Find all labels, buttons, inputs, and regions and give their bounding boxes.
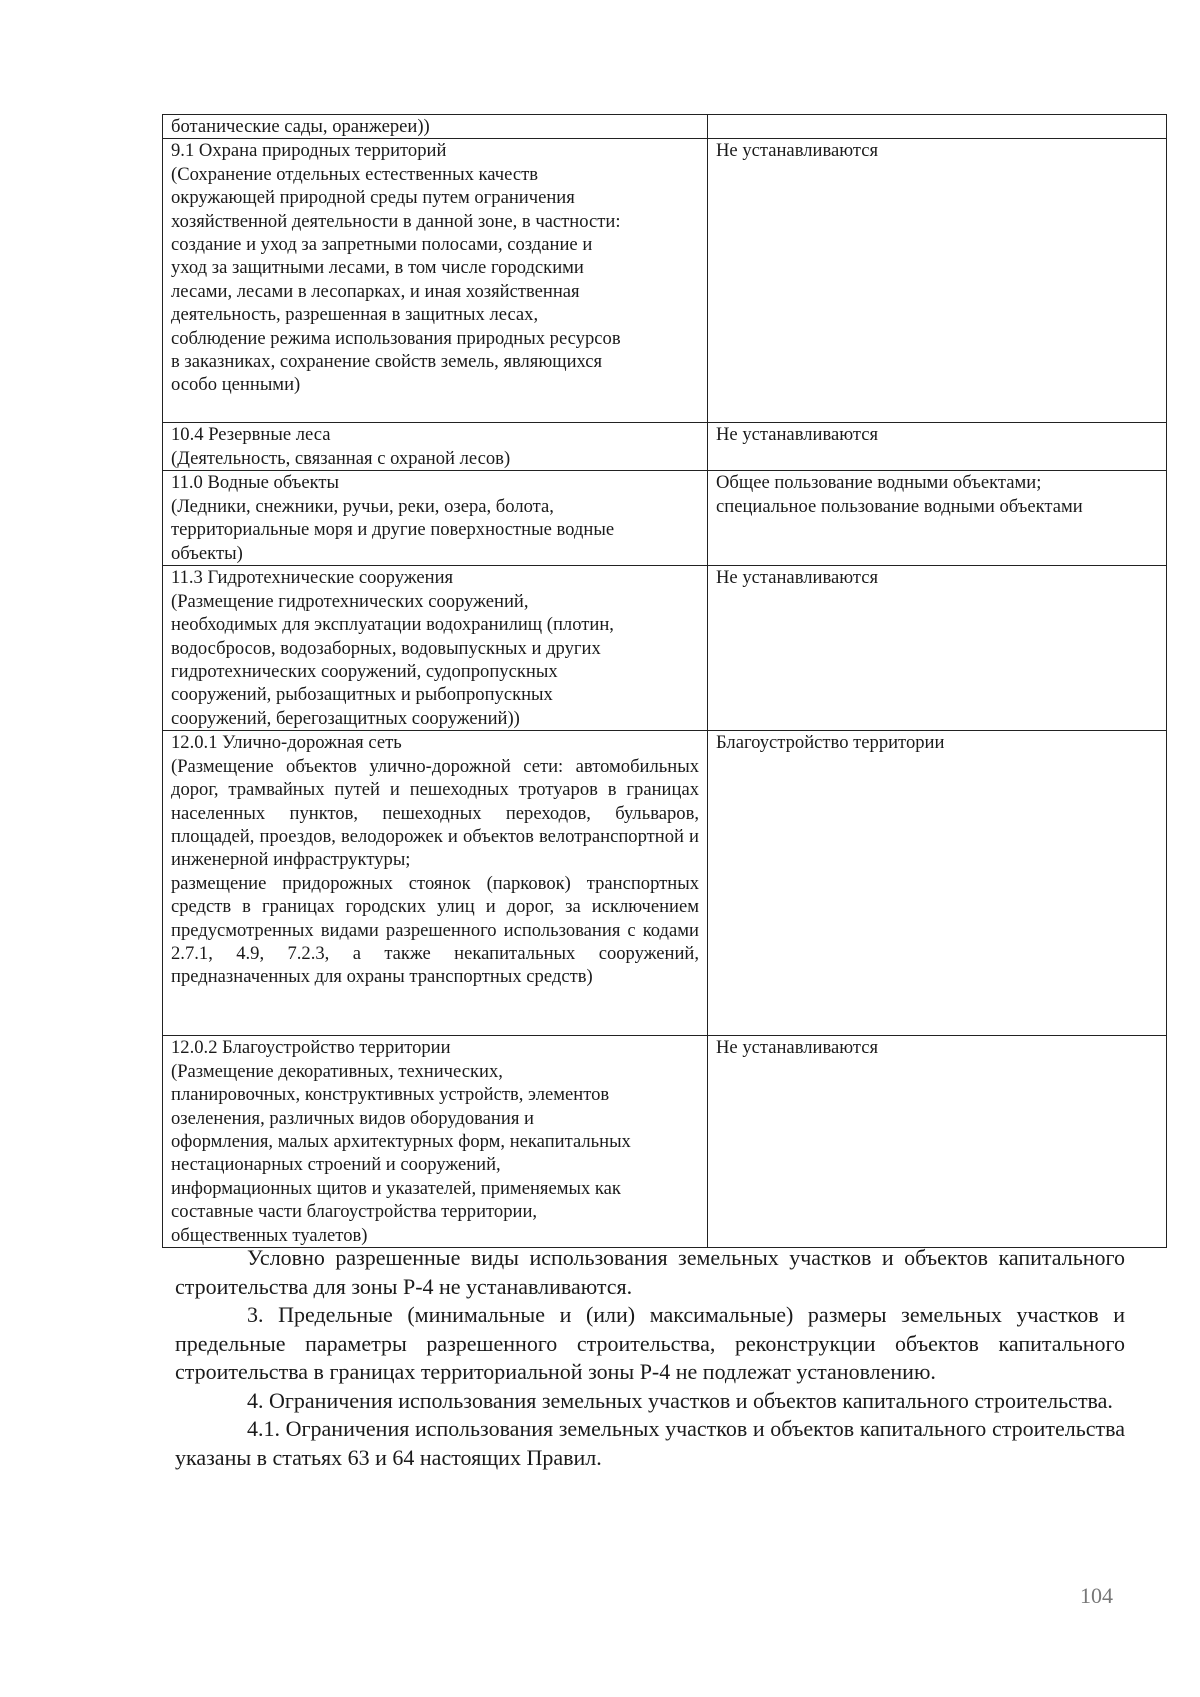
paragraph: 4.1. Ограничения использования земельных участков и объектов капитального строительства указаны в статьях 63 и 64 настоящих Правил.	[175, 1416, 1125, 1470]
cell-text-line: гидротехнических сооружений, судопропускных	[171, 661, 558, 683]
table-cell-use	[163, 115, 708, 139]
table-cell-use	[163, 423, 708, 471]
cell-text-line: специальное пользование водными объектами	[716, 495, 1083, 517]
land-use-table	[162, 114, 1167, 1248]
cell-text-line: (Ледники, снежники, ручьи, реки, озера, болота,	[171, 495, 554, 517]
cell-text-line: окружающей природной среды путем ограничения	[171, 187, 575, 209]
cell-text-line: хозяйственной деятельности в данной зоне, в частности:	[171, 210, 621, 232]
cell-text-line: сооружений, рыбозащитных и рыбопропускных	[171, 684, 553, 706]
cell-text-line: лесами, лесами в лесопарках, и иная хозяйственная	[171, 280, 580, 302]
cell-text-line: уход за защитными лесами, в том числе городскими	[171, 257, 584, 279]
cell-text-line: создание и уход за запретными полосами, создание и	[171, 234, 593, 256]
cell-paragraph: (Размещение объектов улично-дорожной сети: автомобильных дорог, трамвайных путей и пешеходных тротуаров в границах населенных пунктов, пешеходных переходов, бульваров, площадей, проездов, велодорожек и объектов велотранспортной и инженерной инфраструктуры;	[171, 755, 699, 871]
table-row	[163, 566, 1167, 731]
cell-text-line: необходимых для эксплуатации водохранилищ (плотин,	[171, 614, 614, 636]
cell-text-line: 11.0 Водные объекты	[171, 472, 340, 494]
cell-text-line: водосбросов, водозаборных, водовыпускных и других	[171, 637, 601, 659]
table-row	[163, 423, 1167, 471]
cell-text-line: Не устанавливаются	[716, 567, 879, 589]
cell-text-line: объекты)	[171, 542, 243, 564]
cell-text-line: Благоустройство территории	[716, 732, 945, 754]
table-cell-param	[708, 1036, 1167, 1248]
page-number: 104	[1080, 1583, 1113, 1608]
table-cell-use	[163, 566, 708, 731]
cell-text-line: деятельность, разрешенная в защитных лесах,	[171, 304, 539, 326]
cell-text-line: общественных туалетов)	[171, 1224, 368, 1246]
cell-text-line: (Деятельность, связанная с охраной лесов)	[171, 447, 511, 469]
table-cell-param	[708, 423, 1167, 471]
cell-text-line: Не устанавливаются	[716, 424, 879, 446]
cell-text-line: (Размещение гидротехнических сооружений,	[171, 590, 529, 612]
table-cell-use	[163, 139, 708, 423]
table-cell-use	[163, 471, 708, 566]
table-cell-param	[708, 139, 1167, 423]
cell-text-line: сооружений, берегозащитных сооружений))	[171, 707, 520, 729]
cell-text-line: особо ценными)	[171, 374, 301, 396]
paragraph: Условно разрешенные виды использования земельных участков и объектов капитального строительства для зоны Р-4 не устанавливаются.	[175, 1245, 1125, 1299]
cell-text-line: планировочных, конструктивных устройств, элементов	[171, 1084, 610, 1106]
cell-text-line: (Размещение декоративных, технических,	[171, 1060, 503, 1082]
table-cell-use	[163, 731, 708, 1036]
table-row	[163, 115, 1167, 139]
cell-text-line: Не устанавливаются	[716, 1037, 879, 1059]
cell-text-line: нестационарных строений и сооружений,	[171, 1154, 501, 1176]
cell-text-line: озеленения, различных видов оборудования и	[171, 1107, 534, 1129]
paragraph: 3. Предельные (минимальные и (или) максимальные) размеры земельных участков и предельные параметры разрешенного строительства, реконструкции объектов капитального строительства в границах территориальной зоны Р-4 не подлежат установлению.	[175, 1302, 1125, 1384]
cell-text-line: территориальные моря и другие поверхностные водные	[171, 519, 615, 541]
cell-text-line: 12.0.2 Благоустройство территории	[171, 1037, 451, 1059]
table-row	[163, 471, 1167, 566]
table-cell-param	[708, 471, 1167, 566]
cell-paragraph: размещение придорожных стоянок (парковок) транспортных средств в границах городских улиц и дорог, за исключением предусмотренных видами разрешенного использования с кодами 2.7.1, 4.9, 7.2.3, а также некапитальных сооружений, предназначенных для охраны транспортных средств)	[171, 872, 699, 988]
cell-text-line: (Сохранение отдельных естественных качеств	[171, 163, 539, 185]
cell-text-line: соблюдение режима использования природных ресурсов	[171, 327, 621, 349]
table-row	[163, 1036, 1167, 1248]
cell-title: 12.0.1 Улично-дорожная сеть	[171, 732, 402, 754]
cell-text-line: Общее пользование водными объектами;	[716, 472, 1042, 494]
table-row	[163, 139, 1167, 423]
table-cell-use	[163, 1036, 708, 1248]
paragraph: 4. Ограничения использования земельных участков и объектов капитального строительства.	[247, 1387, 1113, 1413]
table-row	[163, 731, 1167, 1036]
cell-text-line: 10.4 Резервные леса	[171, 424, 331, 446]
cell-text-line: информационных щитов и указателей, применяемых как	[171, 1177, 621, 1199]
table-cell-param	[708, 566, 1167, 731]
cell-text-line: Не устанавливаются	[716, 140, 879, 162]
table-cell-param	[708, 731, 1167, 1036]
cell-text-line: оформления, малых архитектурных форм, некапитальных	[171, 1131, 631, 1153]
cell-text-line: 9.1 Охрана природных территорий	[171, 140, 447, 162]
cell-text-line: составные части благоустройства территории,	[171, 1201, 538, 1223]
cell-text-line: в заказниках, сохранение свойств земель, являющихся	[171, 351, 603, 373]
cell-text-line: ботанические сады, оранжереи))	[171, 116, 430, 137]
body-text	[175, 1244, 1125, 1472]
cell-text-line: 11.3 Гидротехнические сооружения	[171, 567, 454, 589]
table-cell-param	[708, 115, 1167, 139]
